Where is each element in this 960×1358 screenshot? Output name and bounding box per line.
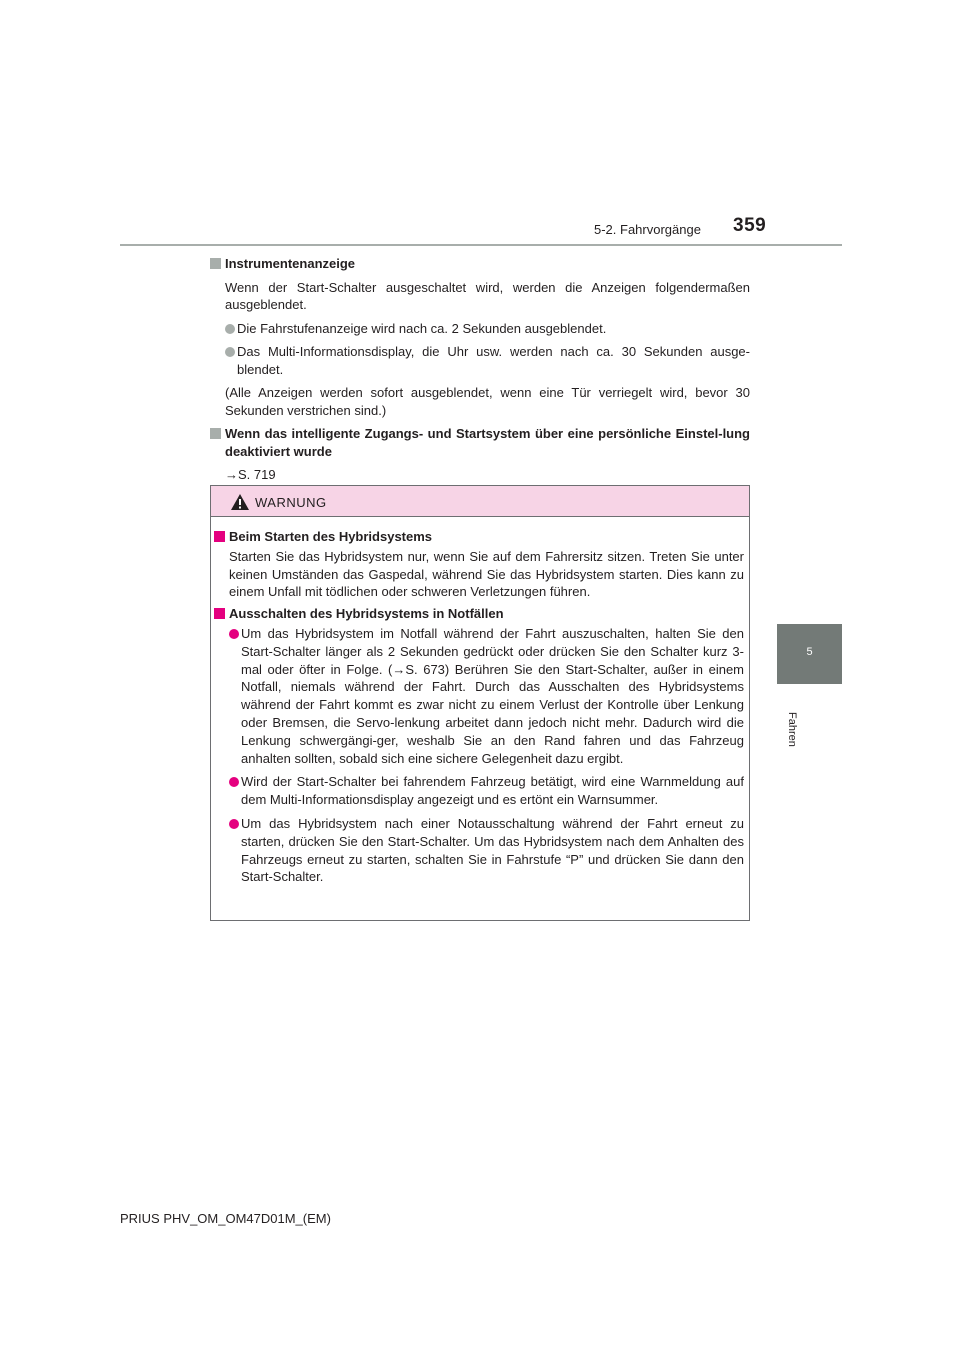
square-bullet-icon (214, 608, 225, 619)
warning-triangle-icon (230, 493, 250, 511)
main-content (210, 255, 750, 484)
warning-body (214, 528, 744, 892)
square-bullet-icon (210, 258, 221, 269)
warning-box (210, 485, 750, 921)
circle-bullet-icon (225, 347, 235, 357)
paragraph: Wenn der Start-Schalter ausgeschaltet wird, werden die Anzeigen folgendermaßen ausgeblendet. (225, 279, 750, 312)
warning-heading-ausschalten: Ausschalten des Hybridsystems in Notfällen (214, 605, 744, 623)
document-footer: PRIUS PHV_OM_OM47D01M_(EM) (120, 1211, 331, 1226)
list-item: Wird der Start-Schalter bei fahrendem Fahrzeug betätigt, wird eine Warnmeldung auf dem Multi-Informationsdisplay angezeigt und es ertönt ein Warnsummer. (214, 773, 744, 809)
circle-bullet-icon (229, 629, 239, 639)
page-reference-link[interactable]: →S. 719 (225, 467, 276, 482)
chapter-tab (777, 624, 842, 684)
square-bullet-icon (214, 531, 225, 542)
paragraph-note: (Alle Anzeigen werden sofort ausgeblendet, wenn eine Tür verriegelt wird, bevor 30 Sekunden verstrichen sind.) (225, 385, 750, 418)
warning-heading-starten: Beim Starten des Hybridsystems (214, 528, 744, 546)
section-heading-zugangssystem: Wenn das intelligente Zugangs- und Startsystem über eine persönliche Einstel-lung deaktiviert wurde (210, 425, 750, 460)
warning-header (211, 486, 749, 517)
warning-paragraph: Starten Sie das Hybridsystem nur, wenn Sie auf dem Fahrersitz sitzen. Treten Sie unter keinen Umständen das Gaspedal, während Sie das Hybridsystem starten. Dies kann zu einem Unfall mit tödlichen oder schweren Verletzungen führen. (229, 548, 744, 600)
chapter-number: 5 (806, 646, 813, 658)
list-item: Um das Hybridsystem nach einer Notausschaltung während der Fahrt erneut zu starten, drücken Sie den Start-Schalter. Um das Hybridsystem nach dem Anhalten des Fahrzeugs erneut zu starten, schalten Sie in Fahrstufe “P” und drücken Sie dann den Start-Schalter. (214, 815, 744, 886)
circle-bullet-icon (229, 819, 239, 829)
page-number: 359 (733, 215, 767, 236)
circle-bullet-icon (225, 324, 235, 334)
section-title: 5-2. Fahrvorgänge (594, 222, 701, 237)
list-item: Das Multi-Informationsdisplay, die Uhr usw. werden nach ca. 30 Sekunden ausge-blendet. (210, 343, 750, 378)
header-divider (120, 244, 842, 246)
warning-title: WARNUNG (255, 495, 327, 510)
circle-bullet-icon (229, 777, 239, 787)
section-heading-instrumentenanzeige: Instrumentenanzeige (210, 255, 750, 273)
square-bullet-icon (210, 428, 221, 439)
list-item: Die Fahrstufenanzeige wird nach ca. 2 Sekunden ausgeblendet. (210, 320, 750, 338)
list-item: Um das Hybridsystem im Notfall während der Fahrt auszuschalten, halten Sie den Start-Schalter länger als 2 Sekunden gedrückt oder drücken Sie den Schalter kurz 3-mal oder öfter in Folge. (→S. 673) Berühren Sie den Start-Schalter, außer in einem Notfall, niemals während der Fahrt. Durch das Ausschalten des Hybridsystems während der Fahrt kommt es zwar nicht zu einem Verlust der Kontrolle über Lenkung oder Bremsen, die Servo-lenkung arbeitet dann jedoch nicht mehr. Dadurch wird die Lenkung schwergängi-ger, weshalb Sie an den Rand fahren und das Fahrzeug anhalten sollten, sobald sich eine sichere Gelegenheit dazu ergibt. (214, 625, 744, 767)
chapter-label: Fahren (786, 712, 798, 747)
